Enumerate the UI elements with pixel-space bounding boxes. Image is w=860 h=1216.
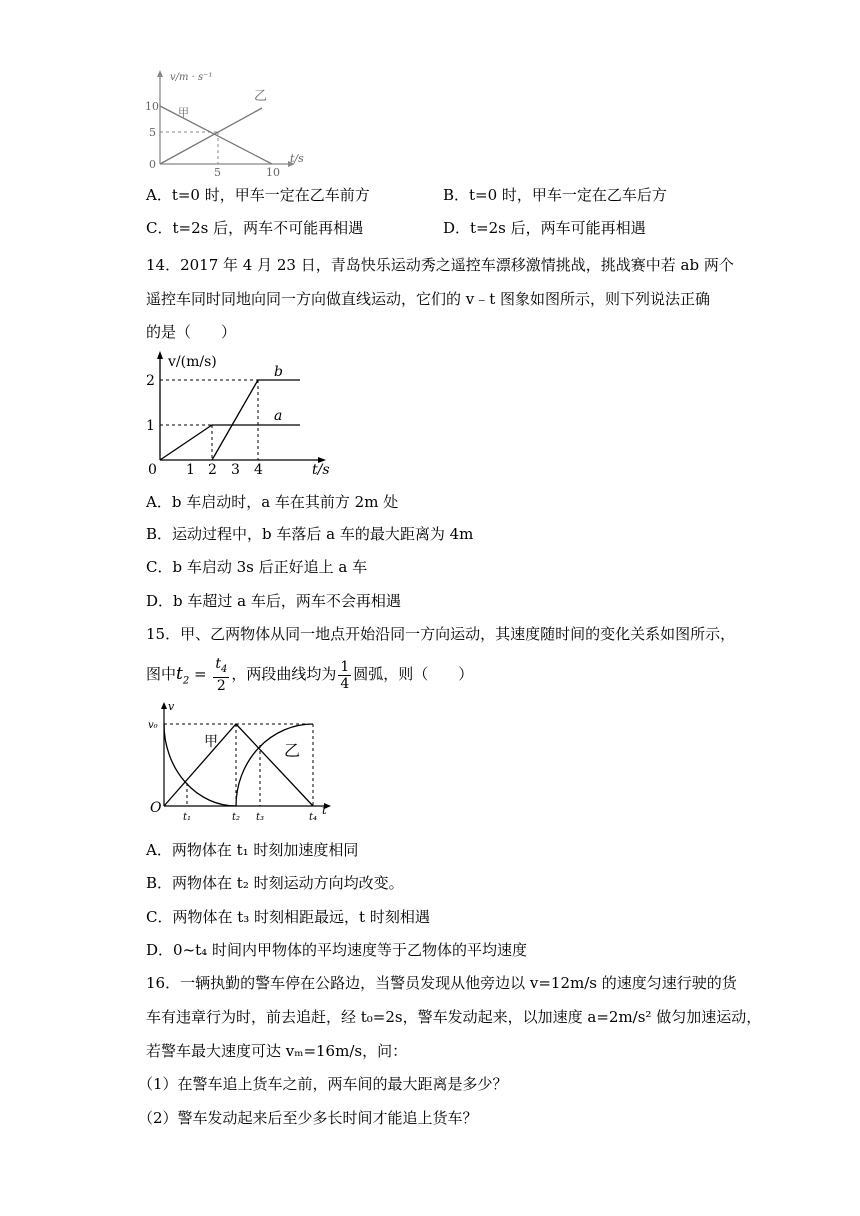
q15-t2: $t_2$ [176,664,190,687]
q14-vt-graph [140,348,340,478]
q15-stem-mid: ，两段曲线均为 [231,665,337,683]
q14-label-a: a [274,408,283,424]
q15-x-tick-t2: t₂ [232,812,241,823]
q15-stem-post: 圆弧，则（ ） [353,665,474,683]
q14-y-tick-0: 0 [148,462,157,478]
q14-y-tick-2: 2 [146,373,155,389]
q16-stem-line-2: 车有违章行为时，前去追赶，经 t₀=2s，警车发动起来，以加速度 a=2m/s² 做匀加速运动， [146,1008,762,1026]
q13-x-axis-label: t/s [290,152,304,165]
q13-label-yi: 乙 [254,89,268,104]
q15-stem-pre: 图中 [146,665,177,683]
q14-y-axis-label: v/(m/s) [168,354,217,370]
q15-option-b: B．两物体在 t₂ 时刻运动方向均改变。 [146,874,404,892]
q15-x-tick-t4: t₄ [309,812,318,823]
q13-option-d: D．t=2s 后，两车可能再相遇 [443,219,646,237]
q14-line-a [160,425,300,460]
q14-stem-line-2: 遥控车同时同地向同一方向做直线运动，它们的 v﹣t 图象如图所示，则下列说法正确 [146,290,711,308]
q13-option-b: B．t=0 时，甲车一定在乙车后方 [443,186,667,204]
q15-y-arrow [161,702,167,709]
q13-label-jia: 甲 [178,106,189,119]
q15-option-d: D．0~t₄ 时间内甲物体的平均速度等于乙物体的平均速度 [146,941,527,959]
q15-x-tick-t3: t₃ [256,812,265,823]
q13-y-tick-5: 5 [149,126,156,139]
q13-y-axis-label: v/m · s⁻¹ [170,72,213,83]
q14-x-tick-3: 3 [231,462,240,478]
q15-origin-label: O [150,800,162,816]
q15-stem-line-2 [146,654,473,694]
q13-x-tick-5: 5 [214,166,221,178]
q13-x-tick-10: 10 [266,166,280,178]
q14-option-a: A．b 车启动时，a 车在其前方 2m 处 [146,493,399,511]
q14-x-tick-2: 2 [208,462,217,478]
q15-vt-graph [146,700,346,825]
q14-y-tick-1: 1 [146,418,155,434]
q14-option-b: B．运动过程中，b 车落后 a 车的最大距离为 4m [146,525,474,543]
q15-fraction-quarter: $\frac{1}{4}$ [340,658,350,692]
q15-y-axis-label: v [168,700,175,713]
q14-stem-line-1: 14．2017 年 4 月 23 日，青岛快乐运动秀之遥控车漂移激情挑战，挑战赛中若 ab 两个 [146,256,734,274]
q15-jia-line [164,724,313,806]
q15-stem-eq: = [189,665,212,683]
q15-stem-line-1: 15．甲、乙两物体从同一地点开始沿同一方向运动，其速度随时间的变化关系如图所示， [146,625,736,643]
q16-subquestion-1: （1）在警车追上货车之前，两车间的最大距离是多少？ [138,1075,508,1093]
q15-label-jia: 甲 [204,734,218,750]
q14-option-d: D．b 车超过 a 车后，两车不会再相遇 [146,592,401,610]
q14-x-axis-label: t/s [312,462,330,478]
q15-x-axis-label: t [322,803,327,817]
q15-v0-label: v₀ [148,720,158,731]
q13-y-tick-10: 10 [145,100,159,113]
q15-fraction-t4-over-2: $\frac{t_4}{2}$ [215,655,228,695]
q14-x-tick-4: 4 [254,462,263,478]
q15-label-yi: 乙 [284,741,301,760]
q16-stem-line-1: 16．一辆执勤的警车停在公路边，当警员发现从他旁边以 v=12m/s 的速度匀速行驶的货 [146,974,737,992]
q14-line-b [212,380,300,460]
q13-option-a: A．t=0 时，甲车一定在乙车前方 [146,186,370,204]
q14-stem-line-3: 的是（ ） [146,323,237,341]
q13-vt-graph [140,66,320,178]
q15-option-a: A．两物体在 t₁ 时刻加速度相同 [146,841,359,859]
q13-yi-line [160,108,262,164]
q16-subquestion-2: （2）警车发动起来后至少多长时间才能追上货车？ [138,1109,478,1127]
q14-option-c: C．b 车启动 3s 后正好追上 a 车 [146,558,368,576]
q13-option-c: C．t=2s 后，两车不可能再相遇 [146,219,364,237]
q14-label-b: b [274,364,283,380]
q15-x-tick-t1: t₁ [183,812,192,823]
q13-y-tick-0: 0 [149,158,156,171]
q13-y-arrow [157,70,163,77]
q16-stem-line-3: 若警车最大速度可达 vₘ=16m/s，问： [146,1042,408,1060]
q15-option-c: C．两物体在 t₃ 时刻相距最远，t 时刻相遇 [146,908,430,926]
q14-y-arrow [157,351,163,359]
q14-x-tick-1: 1 [186,462,195,478]
